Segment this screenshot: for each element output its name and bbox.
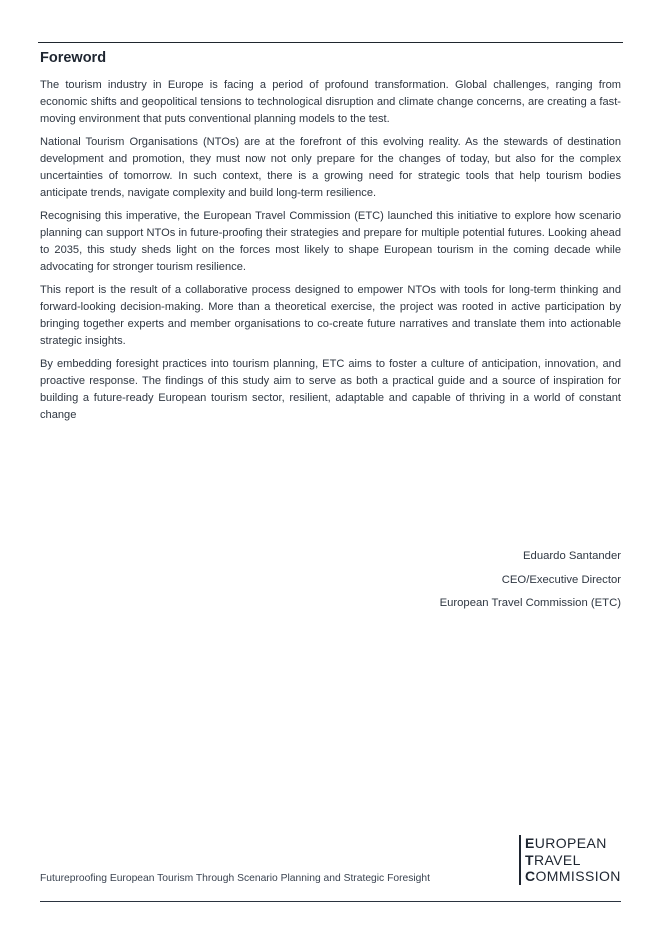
logo-line-travel: TRAVEL: [525, 851, 581, 868]
signature-block: [440, 549, 621, 620]
logo-line-commission: COMMISSION: [525, 868, 621, 884]
paragraph-3: Recognising this imperative, the European Travel Commission (ETC) launched this initiative to explore how scenario planning can support NTOs in future-proofing their strategies and prepare for multiple potential futures. Looking ahead to 2035, this study sheds light on the forces most likely to shape European tourism in the coming decade while advocating for stronger tourism resilience.: [40, 210, 621, 273]
paragraph-2: National Tourism Organisations (NTOs) are at the forefront of this evolving reality. As the stewards of destination development and promotion, they must now not only prepare for the changes of today, but also for the complex uncertainties of tomorrow. In such context, there is a growing need for strategic tools that help tourism bodies anticipate trends, navigate complexity and build long-term resilience.: [40, 136, 621, 199]
logo-line-european: EUROPEAN: [525, 835, 607, 851]
etc-logo: [519, 835, 621, 885]
page-title: Foreword: [40, 50, 107, 66]
signatory-role: CEO/Executive Director: [501, 573, 621, 586]
bottom-divider: [40, 901, 621, 902]
signatory-organisation: European Travel Commission (ETC): [439, 597, 621, 609]
signatory-name: Eduardo Santander: [523, 550, 621, 562]
paragraph-1: The tourism industry in Europe is facing a period of profound transformation. Global challenges, ranging from economic shifts and geopolitical tensions to technological disruption and climate change concerns, are creating a fast-moving environment that puts conventional planning models to the test.: [40, 79, 621, 125]
top-divider: [38, 42, 623, 43]
footer-report-title: Futureproofing European Tourism Through Scenario Planning and Strategic Foresight: [40, 873, 430, 884]
paragraph-4: This report is the result of a collaborative process designed to empower NTOs with tools for long-term thinking and forward-looking decision-making. More than a theoretical exercise, the project was rooted in active participation by bringing together experts and member organisations to co-create future narratives and translate them into actionable strategic insights.: [40, 284, 621, 347]
paragraph-5: By embedding foresight practices into tourism planning, ETC aims to foster a culture of anticipation, innovation, and proactive response. The findings of this study aim to serve as both a practical guide and a source of inspiration for building a future-ready European tourism sector, resilient, adaptable and capable of thriving in a world of constant change: [40, 358, 621, 421]
foreword-body: [40, 77, 621, 430]
